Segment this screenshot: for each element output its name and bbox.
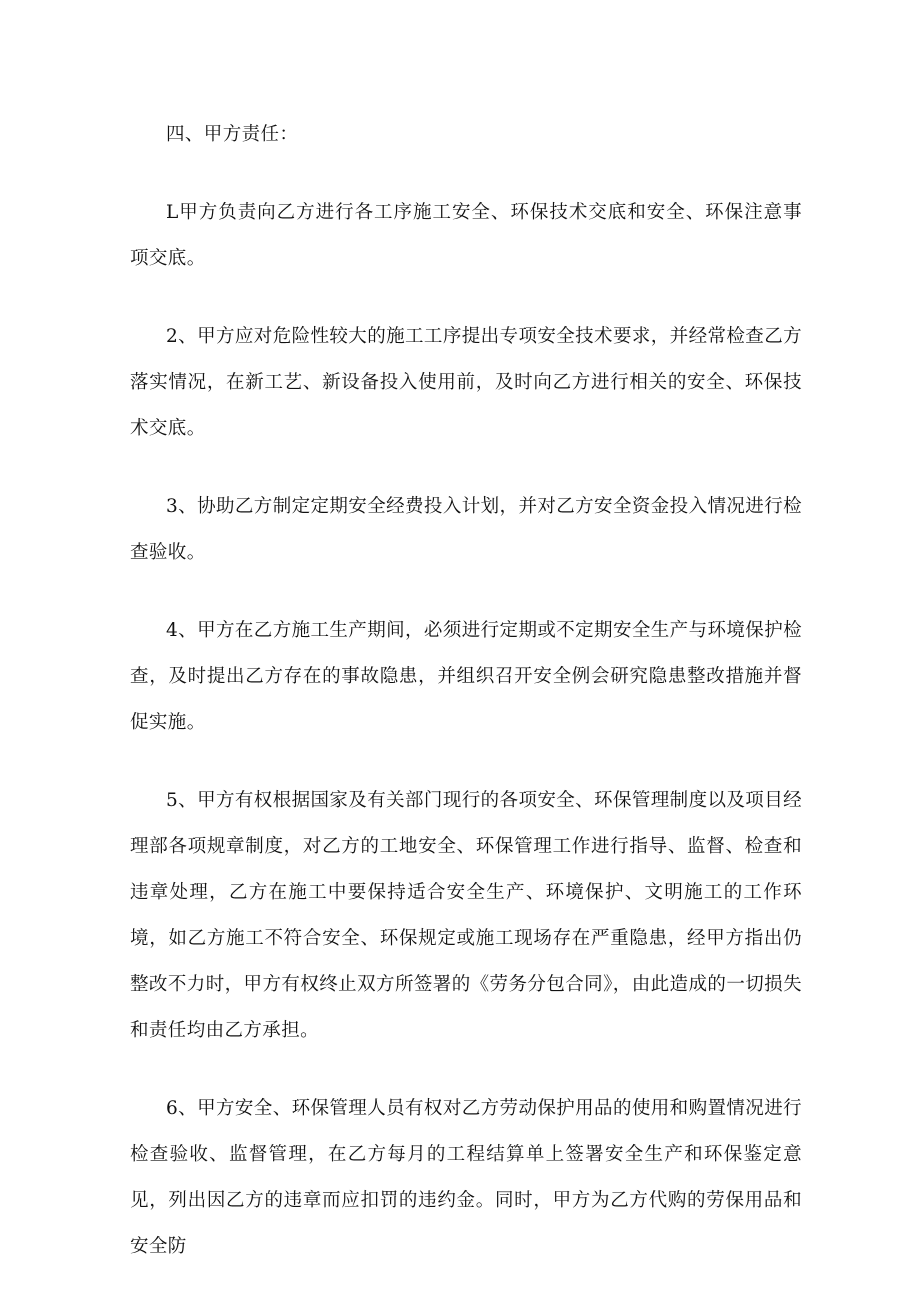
paragraph-5: 5、甲方有权根据国家及有关部门现行的各项安全、环保管理制度以及项目经理部各项规章制度，对乙方的工地安全、环保管理工作进行指导、监督、检查和违章处理，乙方在施工中要保持适合安全生产、环境保护、文明施工的工作环境，如乙方施工不符合安全、环保规定或施工现场存在严重隐患，经甲方指出仍整改不力时，甲方有权终止双方所签署的《劳务分包合同》，由此造成的一切损失和责任均由乙方承担。 [130,790,802,1041]
paragraph-4: 4、甲方在乙方施工生产期间，必须进行定期或不定期安全生产与环境保护检查，及时提出乙方存在的事故隐患，并组织召开安全例会研究隐患整改措施并督促实施。 [130,620,802,733]
paragraph-6: 6、甲方安全、环保管理人员有权对乙方劳动保护用品的使用和购置情况进行检查验收、监督管理，在乙方每月的工程结算单上签署安全生产和环保鉴定意见，列出因乙方的违章而应扣罚的违约金。同时，甲方为乙方代购的劳保用品和安全防 [130,1098,802,1257]
section-heading: 四、甲方责任： [166,124,299,145]
paragraph-2: 2、甲方应对危险性较大的施工工序提出专项安全技术要求，并经常检查乙方落实情况，在新工艺、新设备投入使用前，及时向乙方进行相关的安全、环保技术交底。 [130,326,802,439]
document-body [130,112,802,1302]
paragraph-1: L甲方负责向乙方进行各工序施工安全、环保技术交底和安全、环保注意事项交底。 [130,202,802,269]
paragraph-3: 3、协助乙方制定定期安全经费投入计划，并对乙方安全资金投入情况进行检查验收。 [130,496,802,563]
